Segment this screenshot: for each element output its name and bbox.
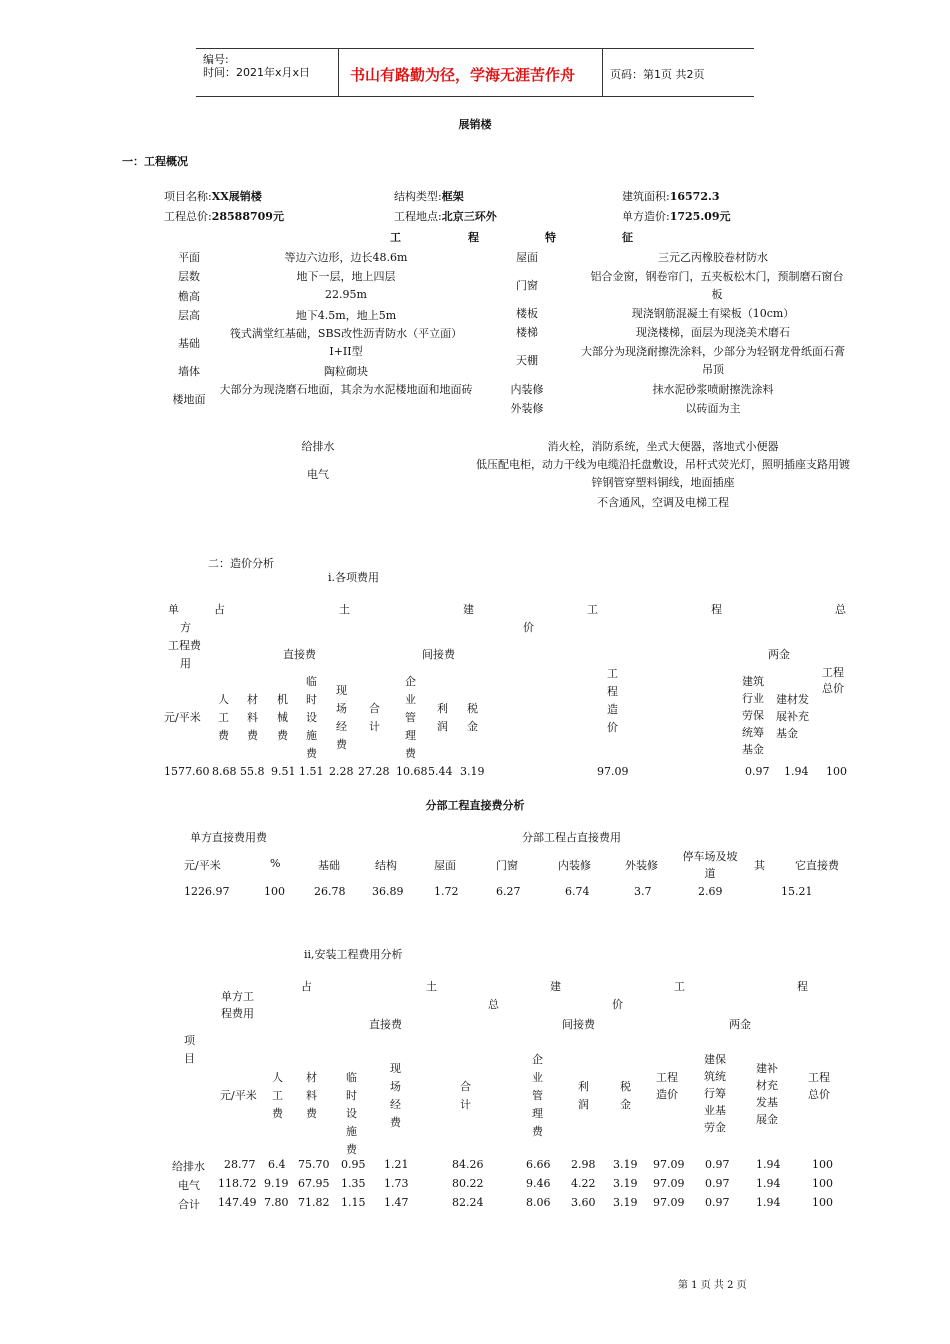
cell: 1.94 xyxy=(756,1177,781,1190)
group-header: 单方工程费用 xyxy=(221,990,254,1020)
feature-value: 现浇楼梯，面层为现浇美术磨石 xyxy=(636,326,790,339)
col-header: 建材发展补充基金 xyxy=(776,693,809,740)
plumbing-value: 消火栓，消防系统，坐式大便器，落地式小便器 xyxy=(547,440,779,453)
col-header: % xyxy=(270,857,281,870)
section2-heading: 二：造价分析 xyxy=(208,557,274,570)
row-label: 合计 xyxy=(178,1198,200,1211)
col-header: 税金 xyxy=(620,1080,631,1111)
row-label: 给排水 xyxy=(172,1160,205,1173)
cell: 1.51 xyxy=(299,765,324,778)
feature-key: 层数 xyxy=(178,270,200,283)
cell: 6.27 xyxy=(496,885,521,898)
electric-value: 低压配电柜，动力干线为电缆沿托盘敷设，吊杆式荧光灯，照明插座支路用镀锌钢管穿塑料铜线，地面插座 xyxy=(476,458,850,489)
col-header: 结构 xyxy=(375,859,397,872)
header-char: 总 xyxy=(835,603,846,616)
cell: 100 xyxy=(812,1158,833,1171)
header-char: 总 xyxy=(488,998,499,1011)
feature-key: 屋面 xyxy=(516,251,538,264)
sub2-heading: ii,安装工程费用分析 xyxy=(304,948,403,961)
group-header: 项目 xyxy=(184,1034,195,1065)
group-header: 工程造价 xyxy=(607,667,618,734)
cell: 9.46 xyxy=(526,1177,551,1190)
col-header: 现场经费 xyxy=(390,1062,401,1129)
cell: 1577.60 xyxy=(164,765,210,778)
info-label: 建筑面积: xyxy=(622,190,670,203)
col-header: 元/平米 xyxy=(220,1089,257,1102)
cell: 27.28 xyxy=(358,765,390,778)
info-value: 28588709元 xyxy=(211,210,284,223)
group-header: 单方直接费用费 xyxy=(190,831,267,844)
cell: 10.68 xyxy=(396,765,428,778)
cell: 0.95 xyxy=(341,1158,366,1171)
cell: 0.97 xyxy=(705,1196,730,1209)
cell: 67.95 xyxy=(298,1177,330,1190)
cell: 6.66 xyxy=(526,1158,551,1171)
col-header: 基础 xyxy=(318,859,340,872)
cell: 36.89 xyxy=(372,885,404,898)
feature-value: 抹水泥砂浆喷耐擦洗涂料 xyxy=(652,383,774,396)
group-header: 间接费 xyxy=(562,1018,595,1031)
header-char: 土 xyxy=(339,603,350,616)
info-label: 工程地点: xyxy=(394,210,442,223)
feature-value: 以砖面为主 xyxy=(685,402,741,415)
info-label: 工程总价: xyxy=(164,210,212,223)
feature-value: 地下一层，地上四层 xyxy=(296,270,396,283)
scope-note: 不含通风，空调及电梯工程 xyxy=(597,496,729,509)
cell: 1.72 xyxy=(434,885,459,898)
cell: 2.98 xyxy=(571,1158,596,1171)
col-header: 工程总价 xyxy=(808,1071,830,1101)
info-value: XX展销楼 xyxy=(211,190,262,203)
motto: 书山有路勤为径，学海无涯苦作舟 xyxy=(350,66,576,84)
cell: 2.69 xyxy=(698,885,723,898)
cell: 1.21 xyxy=(384,1158,409,1171)
col-header: 内装修 xyxy=(558,859,591,872)
group-header: 直接费 xyxy=(283,648,316,661)
header-text: 用 xyxy=(180,657,191,670)
cell: 8.06 xyxy=(526,1196,551,1209)
unit-label: 元/平米 xyxy=(164,711,201,724)
page-label: 页码：第1页 共2页 xyxy=(610,68,705,81)
feature-key: 平面 xyxy=(178,251,200,264)
feature-key: 楼板 xyxy=(516,307,538,320)
cell: 15.21 xyxy=(781,885,813,898)
col-header: 合计 xyxy=(369,702,380,733)
feature-key: 内装修 xyxy=(510,383,544,396)
cell: 80.22 xyxy=(452,1177,484,1190)
feature-key: 檐高 xyxy=(178,290,200,303)
col-header: 建补材充发基展金 xyxy=(756,1062,778,1126)
col-header: 它直接费 xyxy=(795,859,839,872)
col-header: 临时设施费 xyxy=(346,1071,357,1156)
cell: 0.97 xyxy=(745,765,770,778)
cell: 26.78 xyxy=(314,885,346,898)
cell: 1.94 xyxy=(784,765,809,778)
feature-key: 墙体 xyxy=(178,365,200,378)
col-header: 元/平米 xyxy=(184,859,221,872)
col-header: 利润 xyxy=(578,1080,589,1111)
features-char: 特 xyxy=(545,231,556,244)
cell: 147.49 xyxy=(218,1196,257,1209)
cell: 97.09 xyxy=(653,1177,685,1190)
cell: 75.70 xyxy=(298,1158,330,1171)
cell: 3.19 xyxy=(613,1158,638,1171)
col-header: 利润 xyxy=(437,702,448,733)
info-label: 结构类型: xyxy=(394,190,442,203)
header-char: 工 xyxy=(587,603,598,616)
cell: 100 xyxy=(826,765,847,778)
info-value: 1725.09元 xyxy=(669,210,731,223)
group-header: 分部工程占直接费用 xyxy=(522,831,621,844)
info-value: 16572.3 xyxy=(669,190,720,203)
cell: 71.82 xyxy=(298,1196,330,1209)
cell: 100 xyxy=(812,1196,833,1209)
col-header: 工程造价 xyxy=(656,1071,678,1101)
feature-value: 等边六边形，边长48.6m xyxy=(284,251,408,264)
page-footer: 第 1 页 共 2 页 xyxy=(678,1280,747,1291)
cell: 9.19 xyxy=(264,1177,289,1190)
cell: 7.80 xyxy=(264,1196,289,1209)
col-header: 停车场及坡道 xyxy=(682,850,738,880)
feature-value: 铝合金窗，钢卷帘门，五夹板松木门，预制磨石窗台板 xyxy=(590,270,844,301)
feature-key: 天棚 xyxy=(516,354,538,367)
header-char: 程 xyxy=(797,980,808,993)
col-header: 其 xyxy=(754,859,765,872)
cell: 55.8 xyxy=(240,765,265,778)
col-header: 临时设施费 xyxy=(306,675,317,760)
cell: 1226.97 xyxy=(184,885,230,898)
header-char: 单 xyxy=(168,603,179,616)
cell: 3.19 xyxy=(613,1196,638,1209)
cell: 1.94 xyxy=(756,1158,781,1171)
header-char: 建 xyxy=(463,603,474,616)
doc-date-label: 时间：2021年x月x日 xyxy=(203,66,311,79)
cell: 3.60 xyxy=(571,1196,596,1209)
cell: 3.19 xyxy=(460,765,485,778)
cell: 1.35 xyxy=(341,1177,366,1190)
row-label: 电气 xyxy=(178,1179,200,1192)
cell: 84.26 xyxy=(452,1158,484,1171)
cell: 8.68 xyxy=(212,765,237,778)
group-header: 两金 xyxy=(768,648,790,661)
group-header: 间接费 xyxy=(422,648,455,661)
col-header: 外装修 xyxy=(625,859,658,872)
header-char: 价 xyxy=(523,621,534,634)
group-header: 两金 xyxy=(729,1018,751,1031)
plumbing-label: 给排水 xyxy=(301,440,335,453)
info-label: 项目名称: xyxy=(164,190,212,203)
cell: 5.44 xyxy=(428,765,453,778)
col-header: 屋面 xyxy=(434,859,456,872)
cell: 0.97 xyxy=(705,1177,730,1190)
cell: 1.94 xyxy=(756,1196,781,1209)
header-char: 建 xyxy=(550,980,561,993)
feature-value: 地下4.5m，地上5m xyxy=(295,309,397,322)
feature-value: 大部分为现浇磨石地面，其余为水泥楼地面和地面砖 xyxy=(219,383,473,396)
electric-label: 电气 xyxy=(307,468,329,481)
cell: 0.97 xyxy=(705,1158,730,1171)
cell: 6.4 xyxy=(268,1158,286,1171)
group-header: 直接费 xyxy=(369,1018,402,1031)
header-text: 方 xyxy=(180,621,191,634)
header-text: 工程费 xyxy=(168,639,201,652)
feature-value: 现浇钢筋混凝土有梁板（10cm） xyxy=(631,307,795,320)
feature-value: 22.95m xyxy=(325,288,367,301)
col-header: 机械费 xyxy=(277,693,288,742)
feature-value: 陶粒砌块 xyxy=(324,365,368,378)
col-header: 合计 xyxy=(460,1080,471,1111)
col-header: 人工费 xyxy=(272,1071,283,1120)
features-char: 工 xyxy=(390,231,401,244)
sub1-heading: i.各项费用 xyxy=(328,571,380,584)
header-char: 土 xyxy=(426,980,437,993)
header-char: 程 xyxy=(711,603,722,616)
page-title: 展销楼 xyxy=(458,118,492,131)
feature-key: 楼地面 xyxy=(172,393,206,406)
cell: 3.19 xyxy=(613,1177,638,1190)
col-header: 企业管理费 xyxy=(405,675,416,760)
cell: 6.74 xyxy=(565,885,590,898)
header-char: 占 xyxy=(301,980,312,993)
col-header: 建保筑统行筹业基劳金 xyxy=(704,1053,726,1134)
feature-value: 筏式满堂红基础，SBS改性沥青防水（平立面）I+II型 xyxy=(229,327,463,358)
feature-key: 层高 xyxy=(178,309,200,322)
cell: 100 xyxy=(264,885,285,898)
header-char: 价 xyxy=(612,998,623,1011)
feature-value: 大部分为现浇耐擦洗涂料，少部分为轻钢龙骨纸面石膏吊顶 xyxy=(581,345,845,376)
info-value: 框架 xyxy=(441,190,464,203)
feature-key: 门窗 xyxy=(516,279,538,292)
cell: 97.09 xyxy=(653,1196,685,1209)
header-char: 工 xyxy=(674,980,685,993)
table2-title: 分部工程直接费分析 xyxy=(425,799,525,812)
group-header: 工程总价 xyxy=(822,666,844,695)
cell: 100 xyxy=(812,1177,833,1190)
col-header: 税金 xyxy=(467,702,478,733)
feature-value: 三元乙丙橡胶卷材防水 xyxy=(658,251,768,264)
feature-key: 基础 xyxy=(178,337,200,350)
header-char: 占 xyxy=(214,603,225,616)
cell: 9.51 xyxy=(271,765,296,778)
col-header: 建筑行业劳保统筹基金 xyxy=(742,675,764,756)
col-header: 企业管理费 xyxy=(532,1053,543,1138)
cell: 97.09 xyxy=(653,1158,685,1171)
cell: 118.72 xyxy=(218,1177,257,1190)
info-label: 单方造价: xyxy=(622,210,670,223)
cell: 82.24 xyxy=(452,1196,484,1209)
cell: 1.47 xyxy=(384,1196,409,1209)
cell: 1.73 xyxy=(384,1177,409,1190)
feature-key: 楼梯 xyxy=(516,326,538,339)
cell: 4.22 xyxy=(571,1177,596,1190)
cell: 97.09 xyxy=(597,765,629,778)
col-header: 门窗 xyxy=(496,859,518,872)
feature-key: 外装修 xyxy=(510,402,544,415)
cell: 28.77 xyxy=(224,1158,256,1171)
col-header: 材料费 xyxy=(247,693,258,742)
cell: 2.28 xyxy=(329,765,354,778)
col-header: 人工费 xyxy=(218,693,229,742)
col-header: 现场经费 xyxy=(336,684,347,751)
section1-heading: 一：工程概况 xyxy=(122,155,188,168)
col-header: 材料费 xyxy=(306,1071,317,1120)
info-value: 北京三环外 xyxy=(441,210,497,223)
cell: 1.15 xyxy=(341,1196,366,1209)
cell: 3.7 xyxy=(634,885,652,898)
doc-number-label: 编号: xyxy=(203,53,229,66)
features-char: 程 xyxy=(468,231,479,244)
features-char: 征 xyxy=(622,231,633,244)
